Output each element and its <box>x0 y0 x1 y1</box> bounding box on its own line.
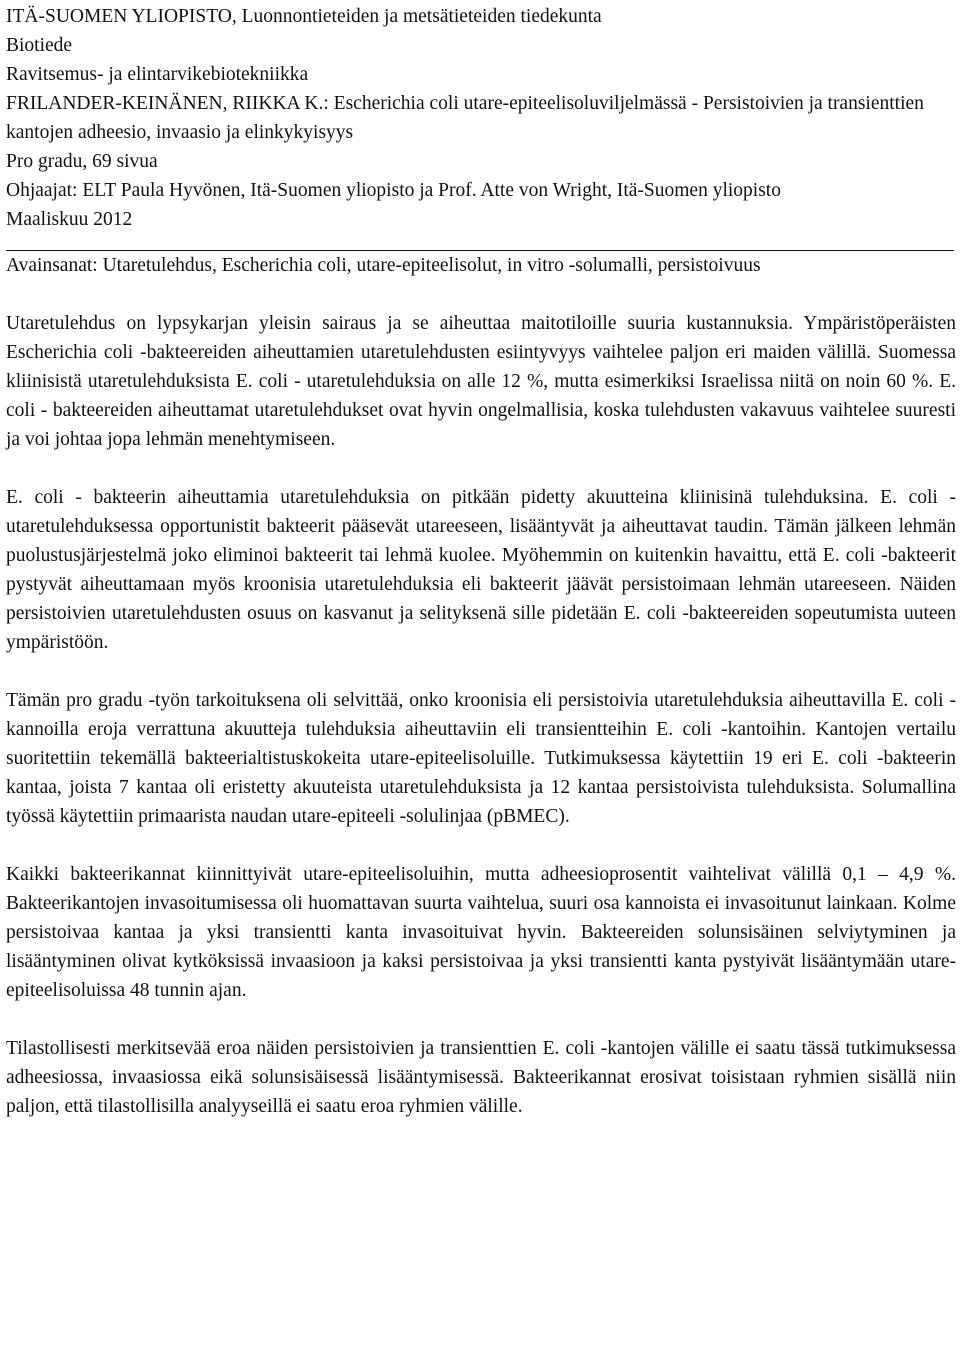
spacer <box>6 280 956 309</box>
document-page <box>6 2 956 1121</box>
paragraph-4: Kaikki bakteerikannat kiinnittyivät utare-epiteelisoluihin, mutta adheesioprosentit vaihtelivat välillä 0,1 – 4,9 %. Bakteerikantojen invasoitumisessa oli huomattavan suurta vaihtelua, suuri osa kannoista ei invasoitunut lainkaan. Kolme persistoivaa kantaa ja yksi transientti kanta invasoituivat hyvin. Bakteereiden solunsisäinen selviytyminen ja lisääntyminen olivat kytköksissä invaasioon ja kaksi persistoivaa ja yksi transientti kanta pystyivät lisääntymään utare-epiteelisoluissa 48 tunnin ajan. <box>6 864 956 1001</box>
keywords: Avainsanat: Utaretulehdus, Escherichia coli, utare-epiteelisolut, in vitro -solumalli, persistoivuus <box>6 255 761 276</box>
spacer <box>6 657 956 686</box>
date-line: Maaliskuu 2012 <box>6 209 133 230</box>
field-line: Biotiede <box>6 35 73 56</box>
spacer <box>6 831 956 860</box>
university-line: ITÄ-SUOMEN YLIOPISTO, Luonnontieteiden ja metsätieteiden tiedekunta <box>6 6 602 27</box>
abstract-header <box>6 2 956 234</box>
paragraph-1: Utaretulehdus on lypsykarjan yleisin sairaus ja se aiheuttaa maitotiloille suuria kustannuksia. Ympäristöperäisten Escherichia coli -bakteereiden aiheuttamien utaretulehdusten esiintyvyys vaihtelee paljon eri maiden välillä. Suomessa kliinisistä utaretulehduksista E. coli - utaretulehduksia on alle 12 %, mutta esimerkiksi Israelissa niitä on noin 60 %. E. coli - bakteereiden aiheuttamat utaretulehdukset ovat hyvin ongelmallisia, koska tulehdusten vakavuus vaihtelee suuresti ja voi johtaa jopa lehmän menehtymiseen. <box>6 313 956 450</box>
paragraph-5: Tilastollisesti merkitsevää eroa näiden persistoivien ja transienttien E. coli -kantojen välille ei saatu tässä tutkimuksessa adheesiossa, invaasiossa eikä solunsisäisessä lisääntymisessä. Bakteerikannat erosivat toisistaan ryhmien sisällä niin paljon, että tilastollisilla analyyseillä ei saatu eroa ryhmien välille. <box>6 1038 956 1117</box>
thesis-info: Pro gradu, 69 sivua <box>6 151 158 172</box>
paragraph-3: Tämän pro gradu -työn tarkoituksena oli selvittää, onko kroonisia eli persistoivia utaretulehduksia aiheuttavilla E. coli -kannoilla eroja verrattuna akuutteja tulehduksia aiheuttaviin eli transientteihin E. coli -kantoihin. Kantojen vertailu suoritettiin tekemällä bakteerialtistuskokeita utare-epiteelisoluille. Tutkimuksessa käytettiin 19 eri E. coli -bakteerin kantaa, joista 7 kantaa oli eristetty akuuteista utaretulehduksista ja 12 kantaa persistoivista tulehduksista. Solumallina työssä käytettiin primaarista naudan utare-epiteeli -solulinjaa (pBMEC). <box>6 690 956 827</box>
supervisors: Ohjaajat: ELT Paula Hyvönen, Itä-Suomen yliopisto ja Prof. Atte von Wright, Itä-Suomen yliopisto <box>6 180 781 201</box>
author-title: FRILANDER-KEINÄNEN, RIIKKA K.: Escherichia coli utare-epiteelisoluviljelmässä - Persistoivien ja transienttien kantojen adheesio, invaasio ja elinkykyisyys <box>6 93 924 143</box>
spacer <box>6 1005 956 1034</box>
subfield-line: Ravitsemus- ja elintarvikebiotekniikka <box>6 64 309 85</box>
spacer <box>6 454 956 483</box>
paragraph-2: E. coli - bakteerin aiheuttamia utaretulehduksia on pitkään pidetty akuutteina kliinisinä tulehduksina. E. coli -utaretulehduksessa opportunistit bakteerit pääsevät utareeseen, lisääntyvät ja aiheuttavat taudin. Tämän jälkeen lehmän puolustusjärjestelmä joko eliminoi bakteerit tai lehmä kuolee. Myöhemmin on kuitenkin havaittu, että E. coli -bakteerit pystyvät aiheuttamaan myös kroonisia utaretulehduksia eli bakteerit jäävät persistoimaan lehmän utareeseen. Näiden persistoivien utaretulehdusten osuus on kasvanut ja selityksenä sille pidetään E. coli -bakteereiden sopeutumista uuteen ympäristöön. <box>6 487 956 653</box>
